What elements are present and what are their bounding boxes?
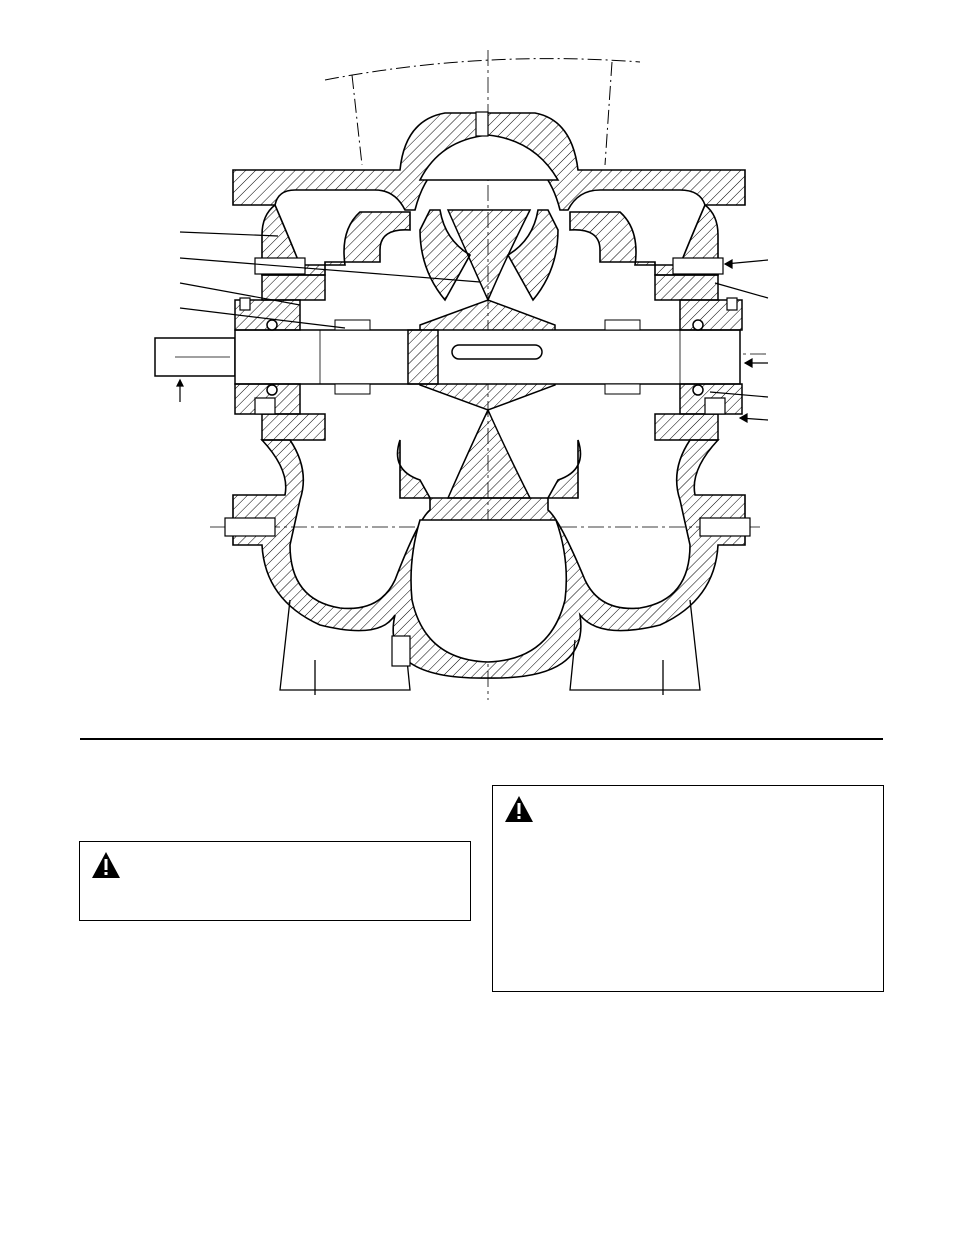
shaft — [155, 330, 740, 384]
warning-box — [492, 785, 884, 992]
section-divider — [80, 738, 883, 740]
warning-box — [79, 841, 471, 921]
warning-triangle-icon — [504, 795, 534, 823]
warning-triangle-icon — [91, 851, 121, 879]
